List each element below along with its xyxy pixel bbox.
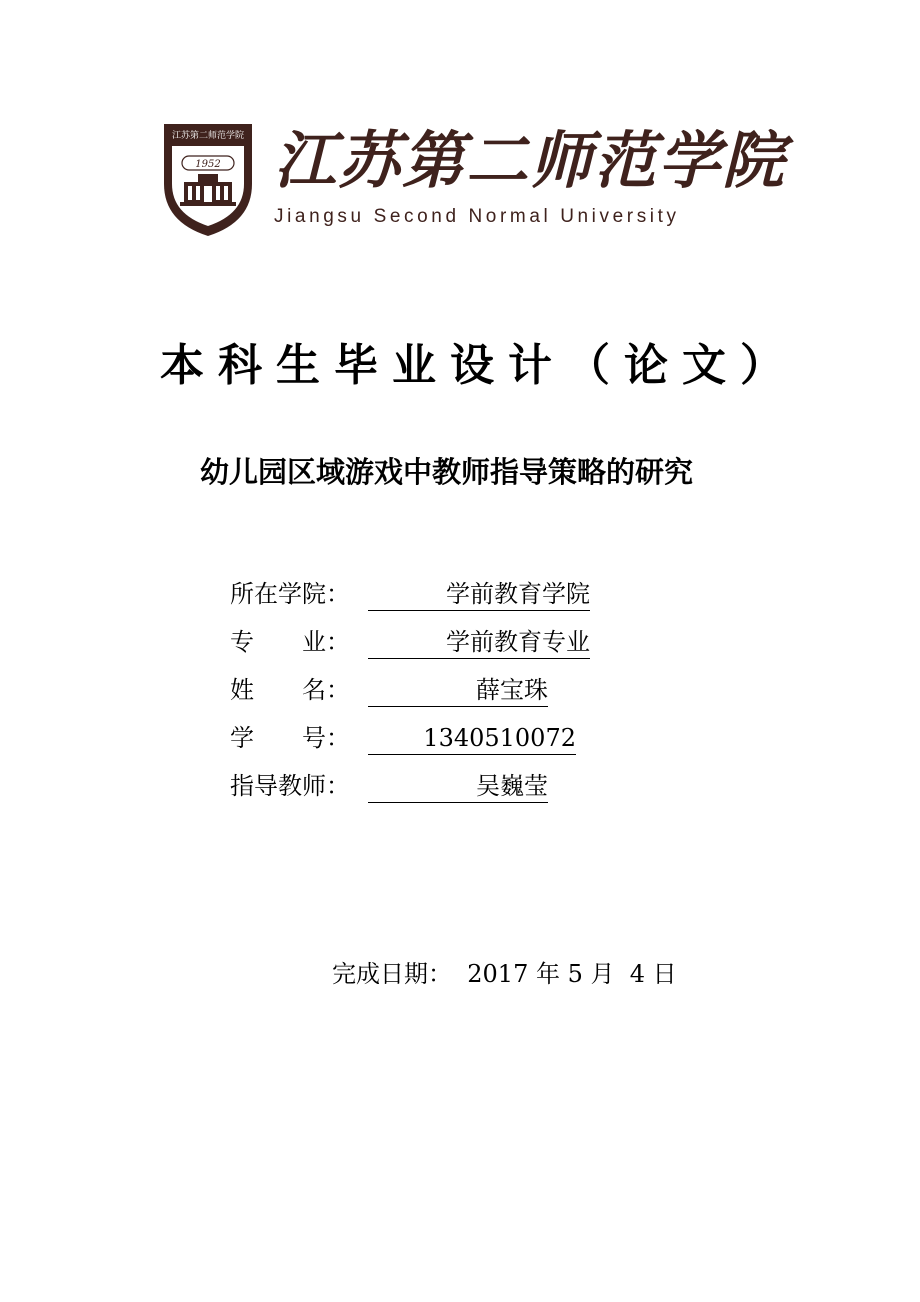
name-row bbox=[230, 666, 650, 714]
name-label: 姓 名： bbox=[230, 676, 350, 704]
emblem-year: 1952 bbox=[195, 159, 221, 170]
university-header bbox=[162, 122, 787, 242]
completion-date bbox=[332, 956, 677, 992]
major-value: 学前教育专业 bbox=[368, 626, 590, 659]
student-id-label: 学 号： bbox=[230, 724, 350, 752]
student-info-block bbox=[230, 570, 650, 810]
student-id-value: 1340510072 bbox=[368, 722, 576, 755]
college-value: 学前教育学院 bbox=[368, 578, 590, 611]
university-name-cn: 江苏第二师范学院 bbox=[274, 124, 787, 197]
major-row bbox=[230, 618, 650, 666]
college-row bbox=[230, 570, 650, 618]
advisor-value: 吴巍莹 bbox=[368, 770, 548, 803]
student-id-row bbox=[230, 714, 650, 762]
advisor-label: 指导教师： bbox=[230, 772, 350, 800]
major-label: 专 业： bbox=[230, 628, 350, 656]
completion-date-value: 2017 年 5 月 4 日 bbox=[467, 960, 677, 988]
advisor-row bbox=[230, 762, 650, 810]
college-label: 所在学院： bbox=[230, 580, 350, 608]
emblem-top-text: 江苏第二师范学院 bbox=[171, 131, 245, 141]
document-type-heading: 本科生毕业设计（论文） bbox=[160, 340, 798, 391]
completion-date-label: 完成日期： bbox=[332, 960, 452, 988]
university-emblem-icon bbox=[162, 122, 254, 238]
university-name-en: Jiangsu Second Normal University bbox=[274, 206, 680, 227]
thesis-title: 幼儿园区域游戏中教师指导策略的研究 bbox=[200, 455, 694, 489]
name-value: 薛宝珠 bbox=[368, 674, 548, 707]
